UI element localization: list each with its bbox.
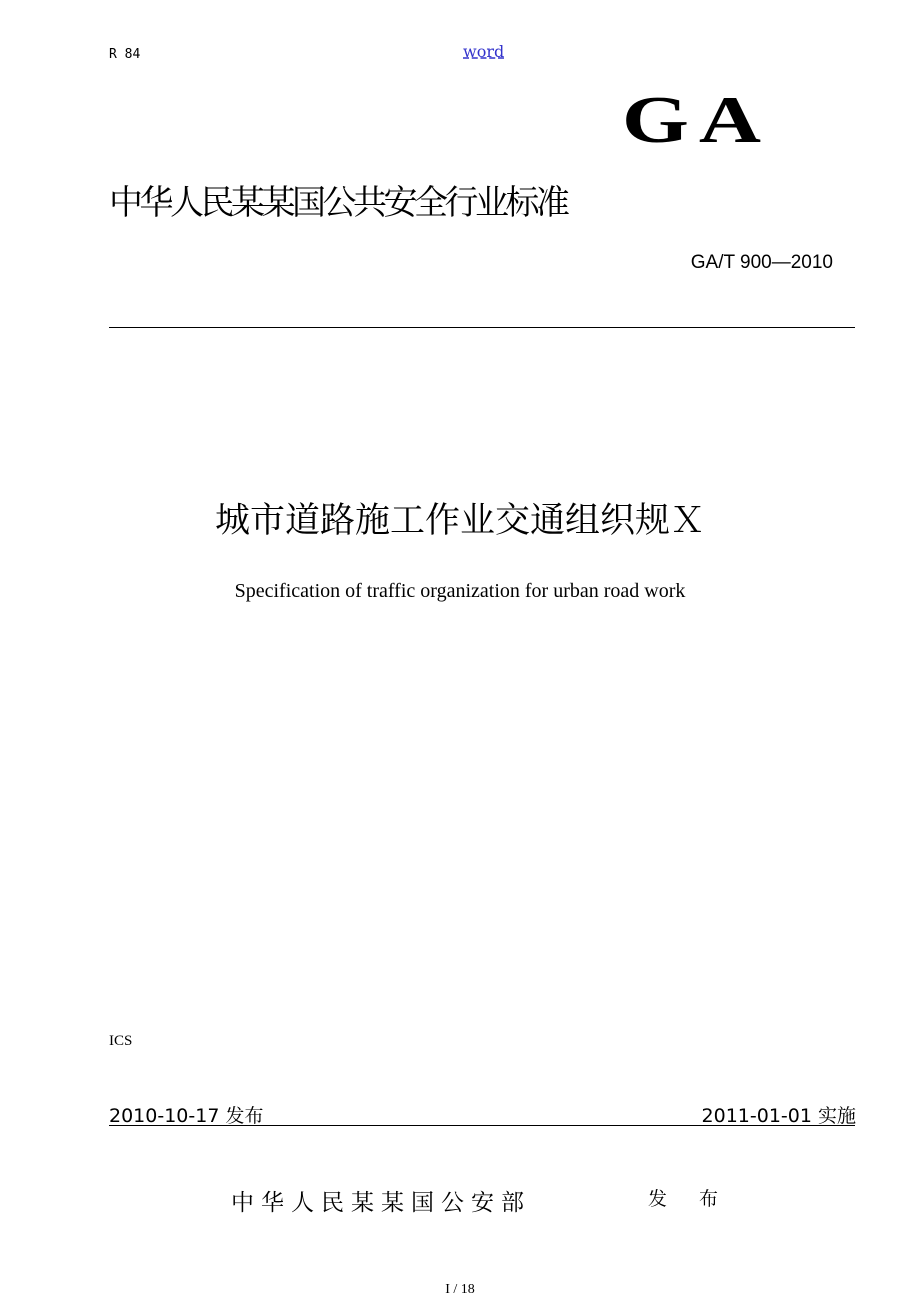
ics-label: ICS xyxy=(109,1033,133,1049)
implementation-date: 2011-01-01 实施 xyxy=(701,1105,856,1127)
authority-heading: 中华人民某某国公共安全行业标准 xyxy=(109,183,567,223)
ga-logo xyxy=(622,78,817,158)
header-word-link[interactable]: word xyxy=(463,42,505,61)
document-title-english: Specification of traffic organization for urban road work xyxy=(234,580,686,602)
page-number: I / 18 xyxy=(445,1282,475,1297)
document-title-chinese: 城市道路施工作业交通组织规Ｘ xyxy=(214,501,705,541)
issue-date: 2010-10-17 发布 xyxy=(109,1105,264,1127)
standard-number: GA/T 900—2010 xyxy=(690,252,833,273)
footer-divider xyxy=(109,1125,855,1126)
classification-code: R 84 xyxy=(109,47,141,62)
issuing-authority: 中华人民某某国公安部 xyxy=(231,1190,531,1216)
ga-logo-text: GA xyxy=(622,81,771,157)
header-divider xyxy=(109,327,855,328)
issue-label: 发 布 xyxy=(648,1188,732,1210)
